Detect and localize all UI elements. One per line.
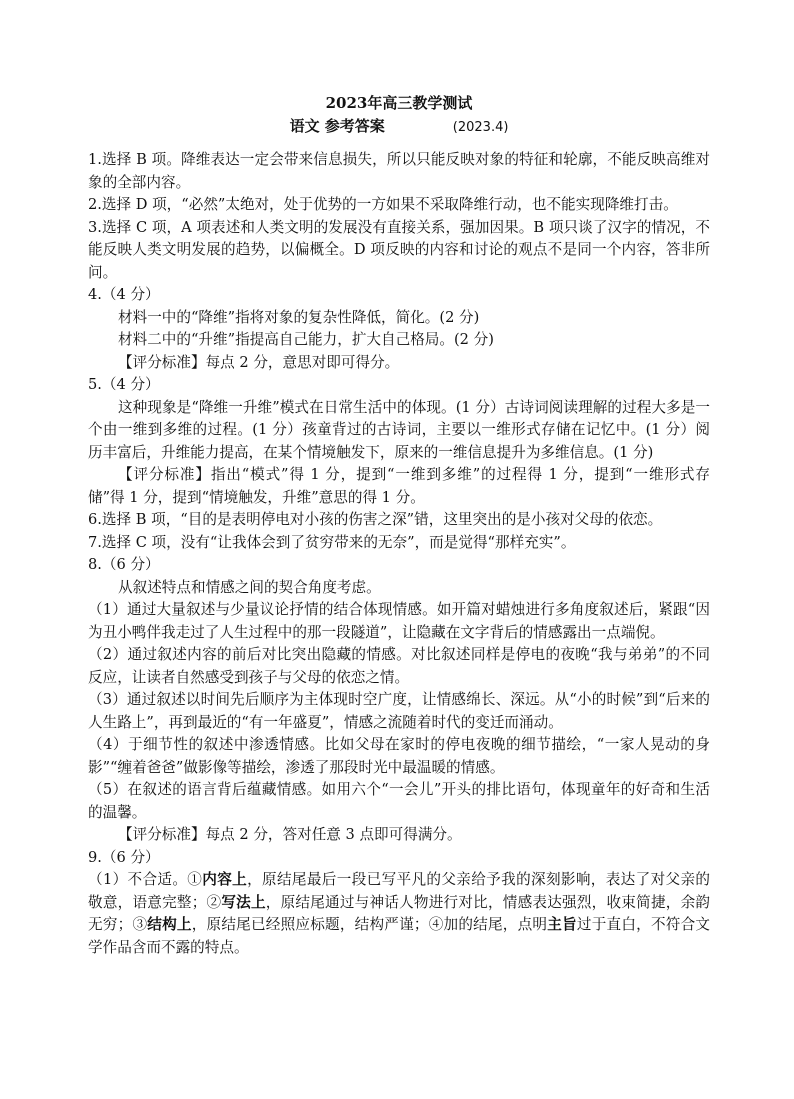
q9-keyword-content: 内容上	[202, 871, 248, 888]
q9-keyword-theme: 主旨	[547, 916, 577, 933]
answer-q8-scoring: 【评分标准】每点 2 分，答对任意 3 点即可得满分。	[118, 826, 462, 843]
answer-q4-heading: 4.（4 分）	[88, 286, 160, 303]
answer-q6: 6.选择 B 项，“目的是表明停电对小孩的伤害之深”错，这里突出的是小孩对父母的依恋。	[88, 511, 663, 528]
q9-text-1: （1）不合适。①	[88, 871, 203, 888]
document-subtitle	[88, 115, 710, 140]
answer-q3: 3.选择 C 项，A 项表述和人类文明的发展没有直接关系，强加因果。B 项只谈了汉字的情况，不能反映人类文明发展的趋势，以偏概全。D 项反映的内容和讨论的观点不是同一个内容，答非所问。	[88, 218, 710, 281]
answer-q4-point-b: 材料二中的“升维”指提高自己能力，扩大自己格局。(2 分)	[118, 331, 494, 348]
answer-q7: 7.选择 C 项，没有“让我体会到了贫穷带来的无奈”，而是觉得“那样充实”。	[88, 533, 576, 551]
q9-text-3: ，原结尾通过与神话人物进行对比，情感表达强烈，收束简捷，余韵无穷；③	[88, 893, 710, 933]
answer-q4-point-a: 材料一中的“降维”指将对象的复杂性降低，简化。(2 分)	[118, 308, 480, 326]
answer-q8-point-1: （1）通过大量叙述与少量议论抒情的结合体现情感。如开篇对蜡烛进行多角度叙述后，紧跟“因为丑小鸭伴我走过了人生过程中的那一段隧道”，让隐藏在文字背后的情感露出一点端倪。	[88, 601, 710, 641]
document-title: 2023年高三教学测试	[325, 94, 473, 112]
q9-text-5: 过于直白，不符合文学作品含而不露的特点。	[88, 916, 710, 956]
answer-q5-body: 这种现象是“降维一升维”模式在日常生活中的体现。(1 分）古诗词阅读理解的过程大多是一个由一维到多维的过程。(1 分）孩童背过的古诗词，主要以一维形式存储在记忆中。(1 分）阅历丰富后，升维能力提高，在某个情境触发下，原来的一维信息提升为多维信息。(1 分)	[88, 398, 710, 461]
answer-q8-point-5: （5）在叙述的语言背后蕴藏情感。如用六个“一会儿”开头的排比语句，体现童年的好奇和生活的温馨。	[88, 781, 710, 821]
answer-q9-point-1	[88, 869, 710, 959]
subtitle-text: 语文 参考答案	[289, 116, 385, 135]
answer-q8-heading: 8.（6 分）	[88, 556, 160, 573]
answer-q1: 1.选择 B 项。降维表达一定会带来信息损失，所以只能反映对象的特征和轮廓，不能反映高维对象的全部内容。	[88, 151, 710, 191]
answer-q5-scoring: 【评分标准】指出“模式”得 1 分，提到“一维到多维”的过程得 1 分，提到“一维形式存储”得 1 分，提到“情境触发，升维”意思的得 1 分。	[88, 466, 710, 506]
q9-keyword-structure: 结构上	[147, 916, 192, 933]
q9-text-4: ，原结尾已经照应标题，结构严谨；④加的结尾，点明	[191, 916, 548, 933]
answer-q2: 2.选择 D 项，“必然”太绝对，处于优势的一方如果不采取降维行动，也不能实现降维打击。	[88, 196, 678, 213]
answer-q8-point-4: （4）于细节性的叙述中渗透情感。比如父母在家时的停电夜晚的细节描绘，“一家人晃动的身影”“缠着爸爸”做影像等描绘，渗透了那段时光中最温暖的情感。	[88, 736, 710, 776]
answer-q4-scoring: 【评分标准】每点 2 分，意思对即可得分。	[118, 353, 400, 371]
q9-text-2: ，原结尾最后一段已写平凡的父亲给予我的深刻影响，表达了对父亲的敬意，语意完整；②	[88, 871, 710, 911]
answer-q9-heading: 9.（6 分）	[88, 848, 160, 866]
answer-q8-intro: 从叙述特点和情感之间的契合角度考虑。	[118, 578, 381, 596]
answer-q5-heading: 5.（4 分）	[88, 376, 160, 393]
answer-q8-point-3: （3）通过叙述以时间先后顺序为主体现时空广度，让情感绵长、深远。从“小的时候”到“后来的人生路上”，再到最近的“有一年盛夏”，情感之流随着时代的变迁而涌动。	[88, 691, 710, 731]
document-date: (2023.4)	[452, 119, 509, 135]
answer-q8-point-2: （2）通过叙述内容的前后对比突出隐藏的情感。对比叙述同样是停电的夜晚“我与弟弟”的不同反应，让读者自然感受到孩子与父母的依恋之情。	[88, 646, 710, 686]
q9-keyword-method: 写法上	[221, 893, 266, 911]
